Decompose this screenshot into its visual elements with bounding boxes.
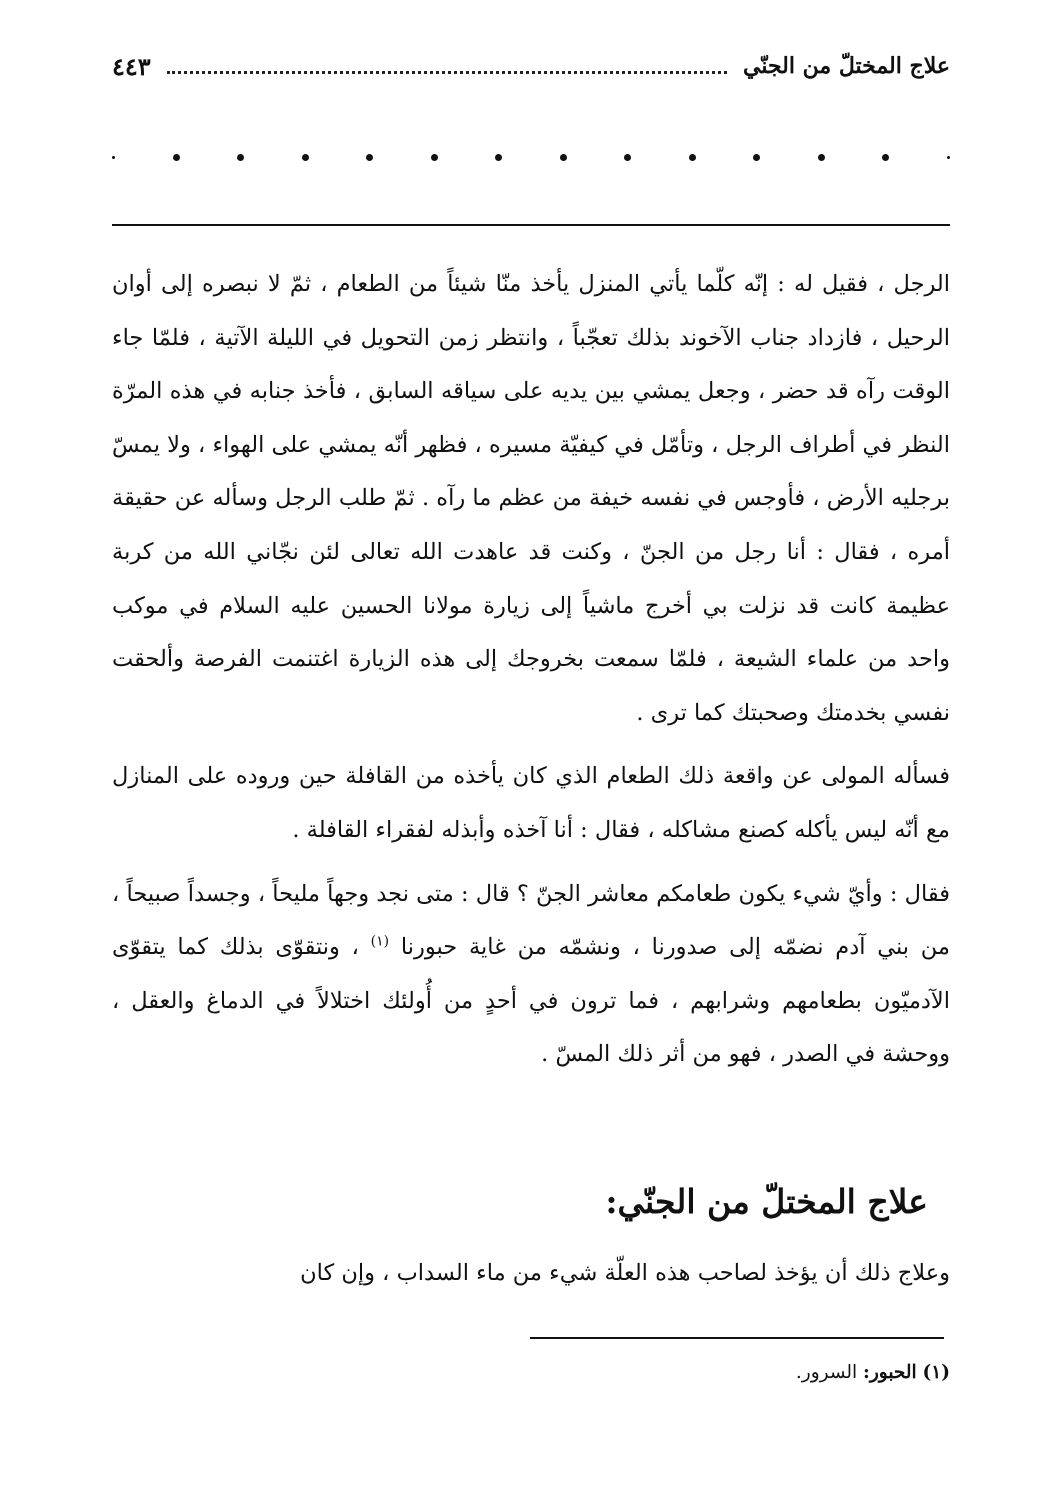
ellipsis-dot: [947, 156, 950, 159]
ellipsis-dot: [302, 154, 309, 161]
header-rule: [112, 224, 950, 226]
ellipsis-dots-row: [112, 142, 950, 172]
paragraph-3: [112, 868, 950, 1082]
ellipsis-dot: [689, 154, 696, 161]
paragraph-1: الرجل ، فقيل له : إنّه كلّما يأتي المنزل يأخذ منّا شيئاً من الطعام ، ثمّ لا نبصره إلى أوان الرحيل ، فازداد جناب الآخوند بذلك تعجّباً ، وانتظر زمن التحويل في الليلة الآتية ، فلمّا جاء الوقت رآه قد حضر ، وجعل يمشي بين يديه على سياقه السابق ، فأخذ جنابه في هذه المرّة النظر في أطراف الرجل ، وتأمّل في كيفيّة مسيره ، فظهر أنّه يمشي على الهواء ، ولا يمسّ برجليه الأرض ، فأوجس في نفسه خيفة من عظم ما رآه . ثمّ طلب الرجل وسأله عن حقيقة أمره ، فقال : أنا رجل من الجنّ ، وكنت قد عاهدت الله تعالى لئن نجّاني الله من كربة عظيمة كانت قد نزلت بي أخرج ماشياً إلى زيارة مولانا الحسين عليه السلام في موكب واحد من علماء الشيعة ، فلمّا سمعت بخروجك إلى هذه الزيارة اغتنمت الفرصة وألحقت نفسي بخدمتك وصحبتك كما ترى .: [112, 271, 950, 726]
paragraph-3-before-note: فقال : وأيّ شيء يكون طعامكم معاشر الجنّ ؟ قال : متى نجد وجهاً مليحاً ، وجسداً صبيحاً ، من بني آدم نضمّه إلى صدورنا ، ونشمّه من غاية حبورنا: [112, 880, 950, 961]
paragraph-2: فسأله المولى عن واقعة ذلك الطعام الذي كان يأخذه من القافلة حين وروده على المنازل مع أنّه ليس يأكله كصنع مشاكله ، فقال : أنا آخذه وأبذله لفقراء القافلة .: [112, 763, 950, 843]
ellipsis-dot: [431, 154, 438, 161]
section-first-line: وعلاج ذلك أن يؤخذ لصاحب هذه العلّة شيء من ماء السداب ، وإن كان: [300, 1260, 950, 1286]
footnote-term: الحبور:: [863, 1362, 917, 1383]
body-text: [112, 258, 950, 1082]
footnote-number: (١): [922, 1362, 950, 1383]
dot-leader: [167, 71, 727, 74]
section-heading: علاج المختلّ من الجنّي:: [605, 1182, 928, 1221]
ellipsis-dot: [112, 156, 115, 159]
page-header: [112, 46, 950, 86]
ellipsis-dot: [753, 154, 760, 161]
footnote-definition: السرور.: [795, 1362, 858, 1383]
footnote: [112, 1358, 950, 1388]
running-title: علاج المختلّ من الجنّي: [743, 53, 950, 79]
ellipsis-dot: [560, 154, 567, 161]
ellipsis-dot: [366, 154, 373, 161]
ellipsis-dot: [495, 154, 502, 161]
ellipsis-dot: [237, 154, 244, 161]
footnote-rule: [530, 1337, 944, 1339]
page-number: ٤٤٣: [112, 51, 151, 81]
footnote-marker: (١): [370, 933, 390, 950]
paragraph-3-after-note: ، ونتقوّى بذلك كما يتقوّى الآدميّون بطعامهم وشرابهم ، فما ترون في أحدٍ من أُولئك اختلالاً في الدماغ والعقل ، ووحشة في الصدر ، فهو من أثر ذلك المسّ .: [112, 934, 950, 1068]
section-body: [112, 1247, 950, 1301]
ellipsis-dot: [882, 154, 889, 161]
ellipsis-dot: [818, 154, 825, 161]
ellipsis-dot: [624, 154, 631, 161]
ellipsis-dot: [173, 154, 180, 161]
